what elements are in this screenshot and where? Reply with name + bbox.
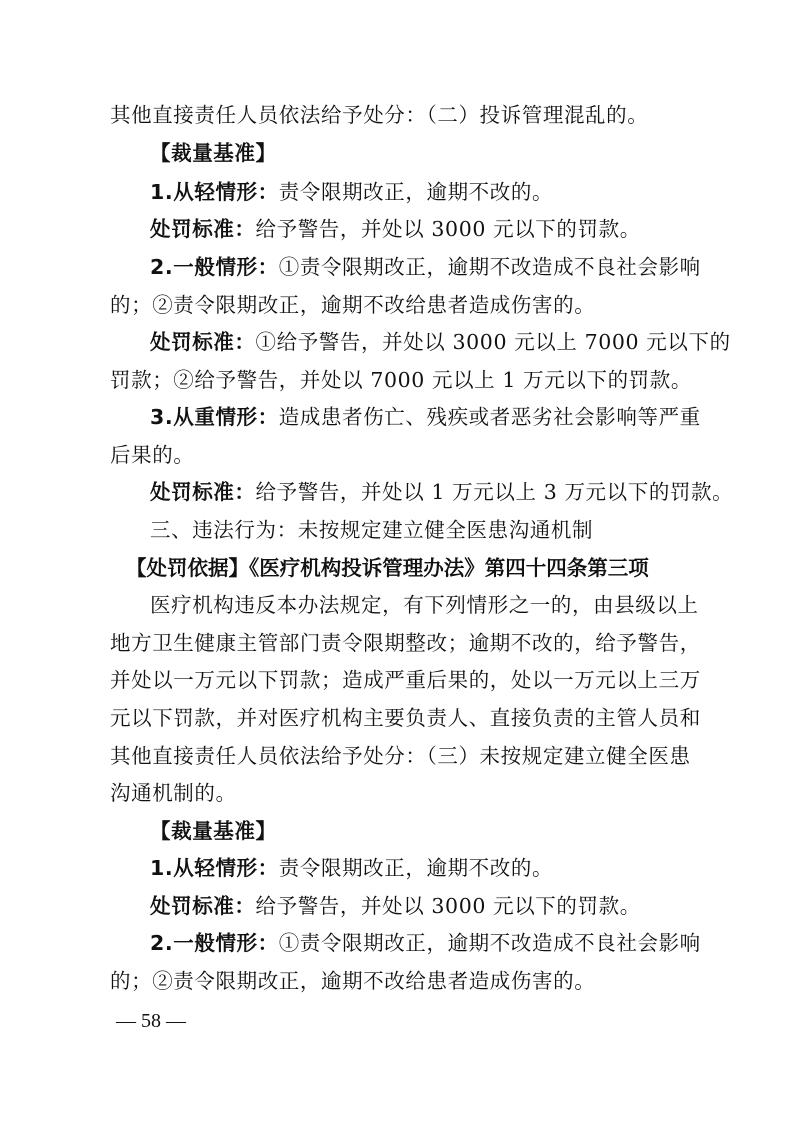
text-line: 并处以一万元以下罚款；造成严重后果的，处以一万元以上三万 (110, 668, 701, 693)
criteria-text: 责令限期改正，逾期不改的。 (278, 856, 554, 881)
text-line: 的；②责令限期改正，逾期不改给患者造成伤害的。 (110, 292, 596, 317)
criteria-label: 3.从重情形： (150, 405, 279, 430)
text-line (150, 399, 700, 435)
criteria-label: 2.一般情形： (150, 254, 279, 279)
penalty-label: 处罚标准： (150, 480, 256, 505)
text-line (150, 211, 700, 247)
criteria-text: 造成患者伤亡、残疾或者恶劣社会影响等严重 (278, 405, 701, 430)
legal-basis-heading: 【处罚依据】《医疗机构投诉管理办法》第四十四条第三项 (126, 555, 649, 580)
text-line (150, 249, 700, 285)
penalty-text: ①给予警告，并处以 3000 元以上 7000 元以下的 (255, 330, 731, 355)
section-heading: 【裁量基准】 (150, 818, 277, 843)
text-line: 后果的。 (110, 442, 195, 467)
page-number: — 58 — (116, 1010, 186, 1032)
criteria-label: 2.一般情形： (150, 931, 279, 956)
text-line: 地方卫生健康主管部门责令限期整改；逾期不改的，给予警告， (110, 630, 701, 655)
text-line (150, 174, 700, 210)
text-line (150, 925, 700, 961)
text-line: 罚款；②给予警告，并处以 7000 元以上 1 万元以下的罚款。 (110, 367, 692, 392)
criteria-label: 1.从轻情形： (150, 856, 279, 881)
penalty-label: 处罚标准： (150, 893, 256, 918)
text-line: 的；②责令限期改正，逾期不改给患者造成伤害的。 (110, 969, 596, 993)
text-line: 沟通机制的。 (110, 781, 237, 806)
penalty-text: 给予警告，并处以 3000 元以下的罚款。 (255, 217, 641, 242)
penalty-text: 给予警告，并处以 1 万元以上 3 万元以下的罚款。 (255, 480, 734, 505)
text-line (150, 324, 731, 360)
criteria-text: ①责令限期改正，逾期不改造成不良社会影响 (278, 931, 701, 956)
text-line: 元以下罚款，并对医疗机构主要负责人、直接负责的主管人员和 (110, 705, 701, 730)
criteria-text: ①责令限期改正，逾期不改造成不良社会影响 (278, 254, 701, 279)
criteria-label: 1.从轻情形： (150, 179, 279, 204)
criteria-text: 责令限期改正，逾期不改的。 (278, 179, 554, 204)
text-line (150, 474, 734, 510)
text-line: 其他直接责任人员依法给予处分：（三）未按规定建立健全医患 (110, 743, 691, 768)
text-line: 其他直接责任人员依法给予处分：（二）投诉管理混乱的。 (110, 103, 649, 127)
text-line (150, 888, 700, 924)
text-line: 医疗机构违反本办法规定，有下列情形之一的，由县级以上 (150, 593, 699, 618)
violation-heading: 三、违法行为：未按规定建立健全医患沟通机制 (150, 518, 594, 543)
penalty-label: 处罚标准： (150, 330, 256, 355)
section-heading: 【裁量基准】 (150, 141, 277, 166)
penalty-text: 给予警告，并处以 3000 元以下的罚款。 (255, 893, 641, 918)
penalty-label: 处罚标准： (150, 217, 256, 242)
text-line (150, 850, 700, 886)
